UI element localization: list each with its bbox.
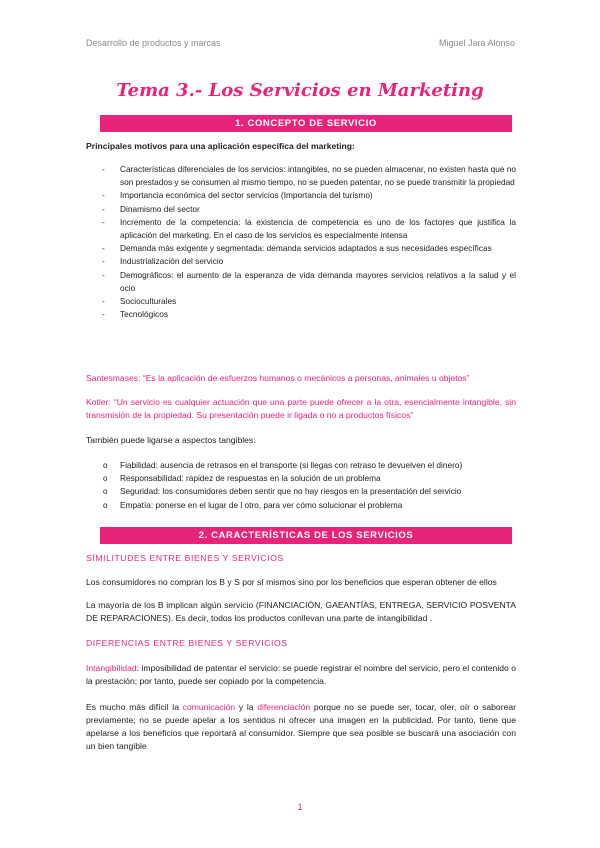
quote-kotler: Kotler: “Un servicio es cualquier actuación que una parte puede ofrecer a la otra, esencialmente intangible, sin transmisión de la propiedad. Su presentación puede ir ligada o no a productos físicos” [86, 397, 516, 420]
list-item: - Demanda más exigente y segmentada: demanda servicios adaptados a sus necesidades específicas [86, 242, 516, 255]
intangibilidad-paragraph: Intangibilidad: imposibilidad de patentar el servicio: se puede registrar el nombre del servicio, pero el contenido o la prestación; por tanto, puede ser copiado por la competencia. [86, 663, 516, 686]
bullet-icon: o [103, 474, 108, 484]
header-author: Miguel Jara Alonso [438, 38, 515, 48]
comunicacion-term: comunicación [182, 702, 236, 712]
bullet-icon: o [103, 487, 108, 497]
page-number: 1 [297, 802, 303, 812]
bullet-icon: o [103, 461, 108, 470]
quote-santesmases: Santesmases: “Es la aplicación de esfuerzos humanos o mecánicos a personas, animales u objetos” [86, 373, 470, 383]
list-item: - Incremento de la competencia: la existencia de competencia es uno de los factores que justifica la aplicación del marketing. En el caso de los servicios es especialmente intensa [86, 216, 516, 242]
bullet-icon: o [103, 500, 108, 510]
header-course: Desarrollo de productos y marcas [86, 38, 221, 48]
section-2-heading: 2. CARACTERÍSTICAS DE LOS SERVICIOS [100, 527, 512, 544]
similitudes-p1: Los consumidores no compran los B y S por sí mismos sino por los beneficios que esperan obtener de ellos [86, 577, 497, 587]
intangibilidad-term: Intangibilidad [86, 663, 137, 673]
list-item: - Dinamismo del sector [86, 203, 516, 216]
tangibles-intro: También puede ligarse a aspectos tangibles: [86, 435, 256, 445]
section-1-heading: 1. CONCEPTO DE SERVICIO [100, 115, 512, 132]
list-item: - Importancia económica del sector servicios (Importancia del turismo) [86, 189, 516, 202]
list-item: o Empatía: ponerse en el lugar de l otro, para ver cómo solucionar el problema [86, 499, 516, 512]
motives-intro: Principales motivos para una aplicación específica del marketing: [86, 141, 355, 151]
list-item: - Socioculturales [86, 295, 516, 308]
diferenciacion-term: diferenciación [257, 702, 311, 712]
diferencias-heading: DIFERENCIAS ENTRE BIENES Y SERVICIOS [86, 638, 288, 648]
motives-list [86, 163, 516, 321]
similitudes-p2: La mayoría de los B implican algún servicio (FINANCIACIÓN, GAEANTÍAS, ENTREGA, SERVICIO POSVENTA DE REPARACIONES). Es decir, todos los productos conllevan una parte de intangibilidad . [86, 600, 516, 623]
list-item: - Tecnológicos [86, 308, 516, 321]
list-item: o Seguridad: los consumidores deben sentir que no hay riesgos en la presentación del servicio [86, 485, 516, 498]
similitudes-heading: SÍMILITUDES ENTRE BIENES Y SERVICIOS [86, 553, 284, 563]
list-item: - Demográficos: el aumento de la esperanza de vida demanda mayores servicios relativos a la salud y el ocio [86, 269, 516, 295]
list-item: - Características diferenciales de los servicios: intangibles, no se pueden almacenar, no existen hasta que no son prestados y se consumen al mismo tiempo, no se pueden patentar, no se puede transmitir la propiedad [86, 163, 516, 189]
list-item: o Fiabilidad: ausencia de retrasos en el transporte (si llegas con retraso te devuelven el dinero) [86, 459, 516, 472]
comunicacion-paragraph: Es mucho más difícil la comunicación y la diferenciación porque no se puede ser, tocar, oler, oír o saborear previamente; no se puede apelar a los sentidos ni ofrecer una imagen en la publicidad. Por tanto, tiene que apelarse a los beneficios que reportará al consumidor. Siempre que sea posible se buscará una asociación con un bien tangible [86, 702, 516, 751]
list-item: - Industrialización del servicio [86, 255, 516, 268]
tangibles-list [86, 459, 516, 512]
page-title: Tema 3.- Los Servicios en Marketing [116, 80, 484, 101]
list-item: o Responsabilidad: rapidez de respuestas en la solución de un problema [86, 472, 516, 485]
